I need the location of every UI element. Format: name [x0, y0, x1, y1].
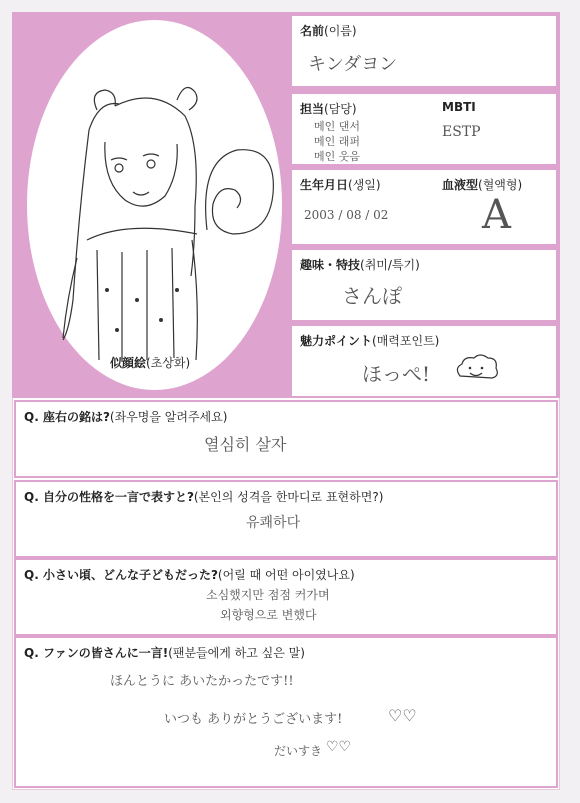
q3-answer-line-1: 소심했지만 점점 커가며 [206, 588, 330, 602]
portrait-frame [27, 20, 282, 390]
heart-doodle-2: ♡♡ [326, 739, 352, 755]
portrait-caption [110, 354, 200, 371]
role-field [290, 92, 558, 166]
name-field [290, 14, 558, 88]
q2-field [14, 480, 558, 558]
q3-field [14, 558, 558, 636]
q3-label: Q. 小さい頃、どんな子どもだった?(어릴 때 어떤 아이였나요) [24, 568, 355, 582]
birthday-field [290, 168, 558, 246]
hobby-field [290, 248, 558, 322]
q4-label: Q. ファンの皆さんに一言!(팬분들에게 하고 싶은 말) [24, 646, 305, 660]
portrait-caption-sub: (초상화) [146, 356, 191, 370]
birthday-label: 生年月日(생일) [300, 178, 381, 192]
charm-field [290, 324, 558, 398]
role-label: 担当(담당) [300, 102, 357, 116]
blood-label: 血液型(혈액형) [442, 178, 523, 192]
q4-answer-line-1: ほんとうに あいたかったです!! [110, 674, 294, 689]
mbti-label: MBTI [442, 100, 476, 114]
smiling-cloud-doodle [452, 354, 502, 386]
portrait-caption-main: 似顔絵 [110, 356, 147, 370]
hobby-label: 趣味・特技(취미/특기) [300, 258, 420, 272]
q4-answer-line-3: だいすき [274, 744, 323, 758]
hobby-value: さんぽ [342, 284, 402, 308]
role-line-3: 메인 웃음 [314, 150, 361, 163]
q4-answer-line-2: いつも ありがとうございます! [164, 712, 343, 727]
q1-label: Q. 座右の銘は?(좌우명을 알려주세요) [24, 410, 228, 424]
name-value: キンダヨン [308, 54, 398, 75]
q2-label: Q. 自分の性格を一言で表すと?(본인의 성격을 한마디로 표현하면?) [24, 490, 384, 504]
name-label: 名前(이름) [300, 24, 357, 38]
charm-value: ほっぺ! [362, 362, 431, 386]
blood-value: A [482, 192, 511, 238]
q4-field [14, 636, 558, 788]
q2-answer: 유쾌하다 [246, 515, 301, 531]
q1-answer: 열심히 살자 [204, 435, 287, 454]
q1-field [14, 400, 558, 478]
q3-answer-line-2: 외향형으로 변했다 [220, 608, 317, 622]
charm-label: 魅力ポイント(매력포인트) [300, 334, 440, 348]
portrait-drawing [27, 20, 282, 390]
birthday-value: 2003 / 08 / 02 [304, 208, 389, 222]
mbti-value: ESTP [442, 124, 481, 140]
role-line-1: 메인 댄서 [314, 120, 361, 133]
heart-doodle: ♡♡ [388, 706, 417, 725]
role-line-2: 메인 래퍼 [314, 135, 361, 148]
